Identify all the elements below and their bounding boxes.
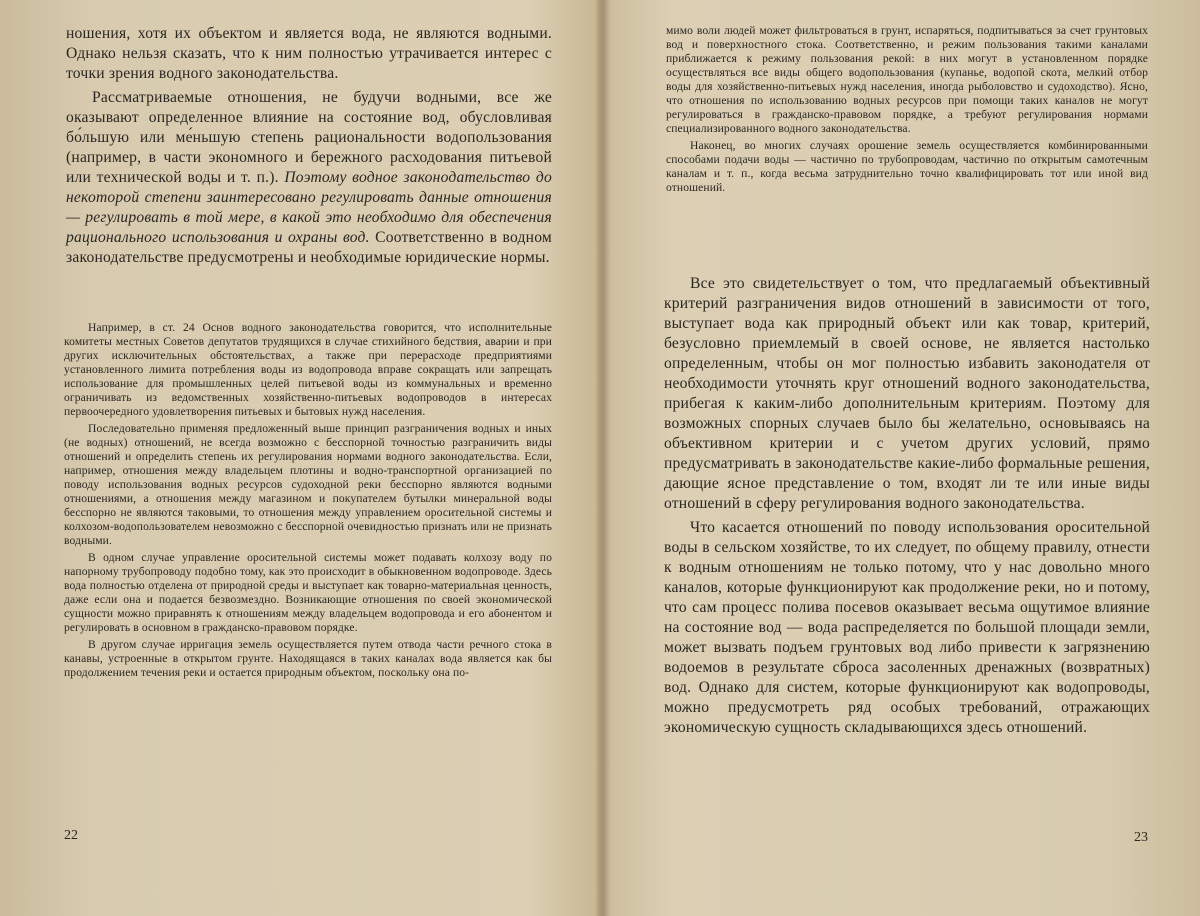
- left-paragraph-2-italic: Поэтому водное законодательство до некоторой степени заинтересовано регулировать данные отношения — регулировать в той мере, в какой это необходимо для обеспечения рационального использования и охраны вод.: [66, 169, 552, 246]
- left-small-paragraph-4: В другом случае ирригация земель осуществляется путем отвода части речного стока в канавы, устроенные в открытом грунте. Находящаяся в таких каналах вода является как бы продолжением течения реки и остается природным объектом, поскольку она по-: [64, 638, 552, 679]
- right-footnote-text: [666, 24, 1148, 195]
- left-small-paragraph-2: Последовательно применяя предложенный выше принцип разграничения водных и иных (не водных) отношений, не всегда возможно с бесспорной точностью разграничить виды отношений и определить степень их регулирования нормами водного законодательства. Если, например, отношения между владельцем плотины и водно-транспортной организацией по поводу использования водных ресурсов судоходной реки бесспорно являются водными отношениями, а отношения между магазином и покупателем бутылки минеральной воды бесспорно не являются таковыми, то отношения между управлением оросительной системы и колхозом-водопользователем невозможно с бесспорной очевидностью признать или не признать водными.: [64, 422, 552, 547]
- left-paragraph-2: [66, 88, 552, 268]
- left-small-paragraph-3: В одном случае управление оросительной системы может подавать колхозу воду по напорному трубопроводу подобно тому, как это происходит в обыкновенном водопроводе. Здесь вода полностью отделена от природной среды и выступает как товарно-материальная ценность, даже если она и подается безвозмездно. Возникающие отношения по своей экономической сущности можно приравнять к отношениям между владельцем водопровода и его абонентом и регулировать в основном в гражданско-правовом порядке.: [64, 551, 552, 634]
- left-page: [0, 0, 598, 916]
- right-small-paragraph-1: мимо воли людей может фильтроваться в грунт, испаряться, подпитываться за счет грунтовых вод и поверхностного стока. Соответственно, и режим пользования такими каналами приближается к режиму пользования рекой: в них могут в установленном порядке осуществляться все виды общего водопользования (купанье, водопой скота, мелкий отбор воды для хозяйственно-питьевых нужд населения, иногда рыболовство и судоходство). Ясно, что отношения по использованию водных ресурсов при помощи таких каналов не могут регулироваться в гражданско-правовом порядке, а требуют регулирования нормами специализированного водного законодательства.: [666, 24, 1148, 135]
- right-paragraph-1: Все это свидетельствует о том, что предлагаемый объективный критерий разграничения видов отношений в зависимости от того, выступает вода как природный объект или как товар, критерий, безусловно приемлемый в своей основе, не является настолько определенным, чтобы он мог полностью избавить законодателя от необходимости уточнять круг отношений водного законодательства, прибегая к каким-либо дополнительным критериям. Поэтому для возможных спорных случаев было бы желательно, основываясь на объективном критерии и с учетом других условий, прямо предусматривать в законодательстве какие-либо формальные решения, дающие ясное представление о том, входят ли те или иные виды отношений в сферу регулирования водного законодательства.: [664, 275, 1150, 512]
- left-page-number: 22: [64, 828, 78, 843]
- right-main-text: [664, 274, 1150, 738]
- left-footnote-text: [64, 318, 552, 680]
- right-page: [606, 0, 1200, 916]
- left-paragraph-2-tail: Соответственно в водном законодательстве предусмотрены и необходимые юридические нормы.: [66, 229, 552, 266]
- left-paragraph-1: ношения, хотя их объектом и является вода, не являются водными. Однако нельзя сказать, что к ним полностью утрачивается интерес с точки зрения водного законодательства.: [66, 25, 552, 82]
- left-main-text: [66, 24, 552, 268]
- left-small-paragraph-1: Например, в ст. 24 Основ водного законодательства говорится, что исполнительные комитеты местных Советов депутатов трудящихся в случае стихийного бедствия, аварии и при других исключительных обстоятельствах, а также при перерасходе предприятиями установленного лимита потребления воды из водопровода вправе сокращать или запрещать использование для промышленных целей питьевой воды из коммунальных и временно ограничивать из ведомственных хозяйственно-питьевых водопроводов в интересах первоочередного удовлетворения питьевых и бытовых нужд населения.: [64, 321, 552, 418]
- right-small-paragraph-2: Наконец, во многих случаях орошение земель осуществляется комбинированными способами подачи воды — частично по трубопроводам, частично по открытым самотечным каналам и т. п., когда весьма затруднительно точно квалифицировать тот или иной вид отношений.: [666, 139, 1148, 194]
- right-paragraph-2: Что касается отношений по поводу использования оросительной воды в сельском хозяйстве, то их следует, по общему правилу, отнести к водным отношениям не только потому, что у нас довольно много каналов, которые функционируют как продолжение реки, но и потому, что сам процесс полива посевов оказывает весьма ощутимое влияние на состояние вод — вода распределяется по большой площади земли, может вызвать подъем грунтовых вод либо привести к загрязнению водоемов в результате сброса засоленных дренажных (возвратных) вод. Однако для систем, которые функционируют как водопроводы, можно предусмотреть ряд особых требований, отражающих экономическую сущность складывающихся здесь отношений.: [664, 519, 1150, 736]
- left-paragraph-2-text: Рассматриваемые отношения, не будучи водными, все же оказывают определенное влияние на состояние вод, обусловливая бо́льшую или ме́ньшую степень рациональности водопользования (например, в части экономного и бережного расходования питьевой или технической воды и т. п.).: [66, 89, 552, 186]
- right-page-number: 23: [1134, 830, 1148, 845]
